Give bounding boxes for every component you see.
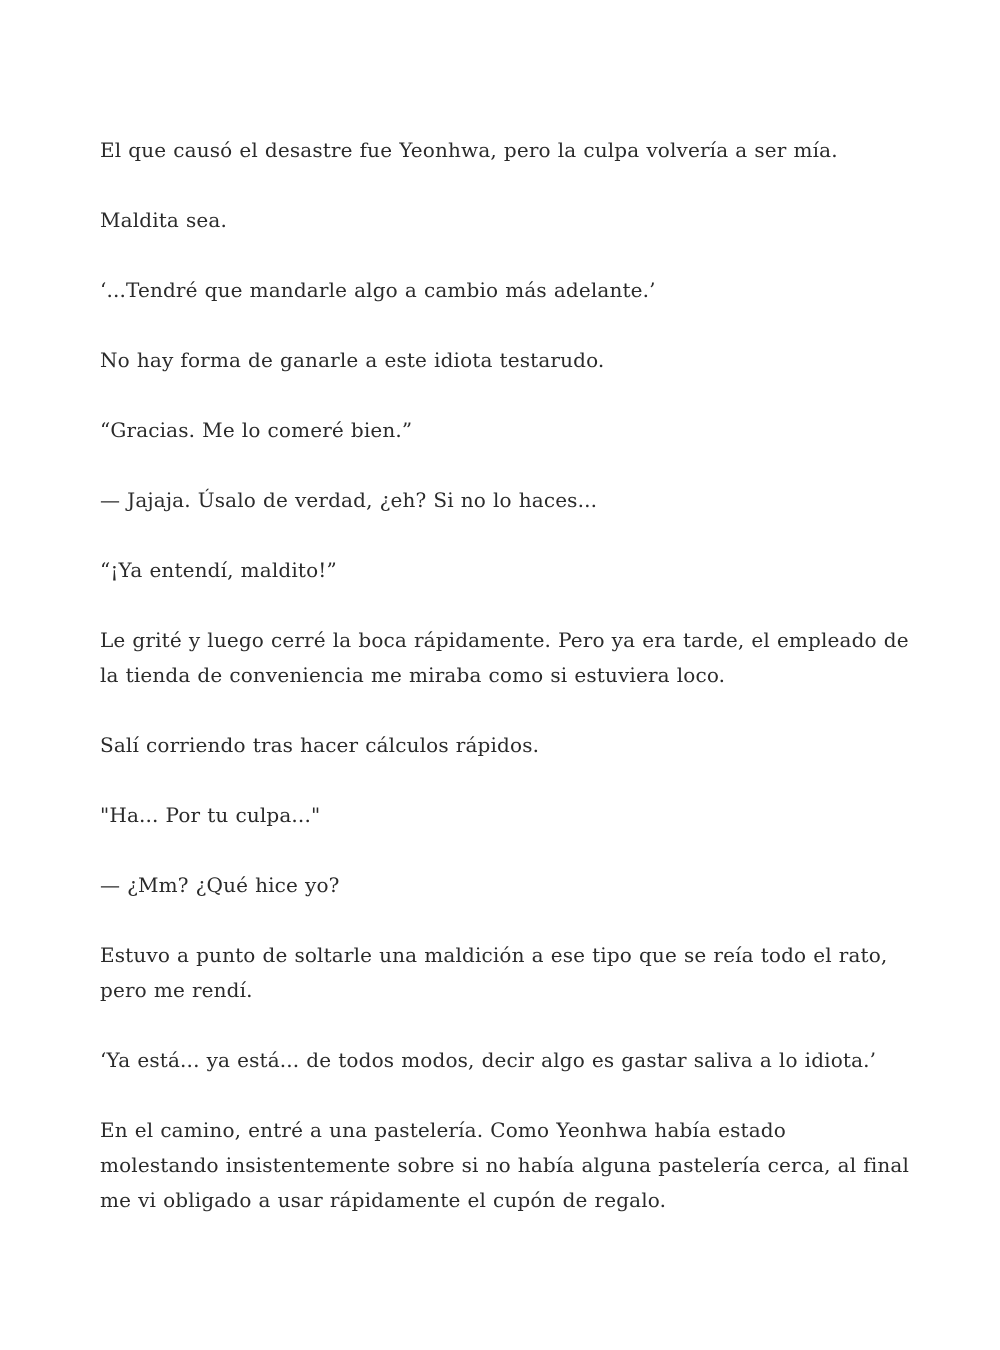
paragraph: "Ha... Por tu culpa..." (100, 803, 321, 827)
paragraph: — Jajaja. Úsalo de verdad, ¿eh? Si no lo haces... (100, 488, 598, 512)
paragraph: — ¿Mm? ¿Qué hice yo? (100, 873, 340, 897)
paragraph: ‘Ya está... ya está... de todos modos, decir algo es gastar saliva a lo idiota.’ (100, 1048, 877, 1072)
paragraph: No hay forma de ganarle a este idiota testarudo. (100, 348, 605, 372)
document-body (100, 133, 910, 1253)
paragraph: “Gracias. Me lo comeré bien.” (100, 418, 413, 442)
paragraph: Estuvo a punto de soltarle una maldición a ese tipo que se reía todo el rato, pero me rendí. (100, 943, 888, 1002)
paragraph: Le grité y luego cerré la boca rápidamente. Pero ya era tarde, el empleado de la tienda de conveniencia me miraba como si estuviera loco. (100, 628, 909, 687)
paragraph: “¡Ya entendí, maldito!” (100, 558, 337, 582)
paragraph: Salí corriendo tras hacer cálculos rápidos. (100, 733, 540, 757)
paragraph: ‘...Tendré que mandarle algo a cambio más adelante.’ (100, 278, 656, 302)
paragraph: En el camino, entré a una pastelería. Como Yeonhwa había estado molestando insistentemente sobre si no había alguna pastelería cerca, al final me vi obligado a usar rápidamente el cupón de regalo. (100, 1118, 910, 1212)
paragraph: Maldita sea. (100, 208, 227, 232)
paragraph: El que causó el desastre fue Yeonhwa, pero la culpa volvería a ser mía. (100, 138, 838, 162)
